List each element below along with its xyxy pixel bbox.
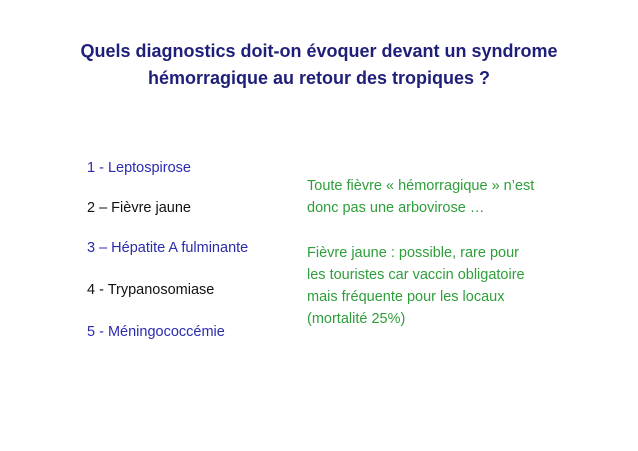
note-yellow-fever: [307, 242, 525, 330]
note-yellow-fever-line-2: les touristes car vaccin obligatoire: [307, 267, 525, 283]
note-arbovirose-line-1: Toute fièvre « hémorragique » n’est: [307, 178, 535, 194]
slide-title-line-2: hémorragique au retour des tropiques ?: [147, 68, 491, 88]
note-yellow-fever-line-4: (mortalité 25%): [307, 311, 406, 327]
diagnosis-item-2: 2 – Fièvre jaune: [87, 200, 191, 216]
note-arbovirose: [307, 175, 534, 219]
diagnosis-item-1: 1 - Leptospirose: [87, 160, 191, 176]
note-arbovirose-line-2: donc pas une arbovirose …: [307, 200, 485, 216]
diagnosis-item-4: 4 - Trypanosomiase: [87, 282, 215, 298]
note-yellow-fever-line-3: mais fréquente pour les locaux: [307, 289, 505, 305]
diagnosis-item-3: 3 – Hépatite A fulminante: [87, 240, 249, 256]
note-yellow-fever-line-1: Fièvre jaune : possible, rare pour: [307, 245, 519, 261]
slide-title: [30, 38, 608, 92]
slide-title-line-1: Quels diagnostics doit-on évoquer devant un syndrome: [80, 41, 558, 61]
diagnosis-item-5: 5 - Méningococcémie: [87, 324, 225, 340]
